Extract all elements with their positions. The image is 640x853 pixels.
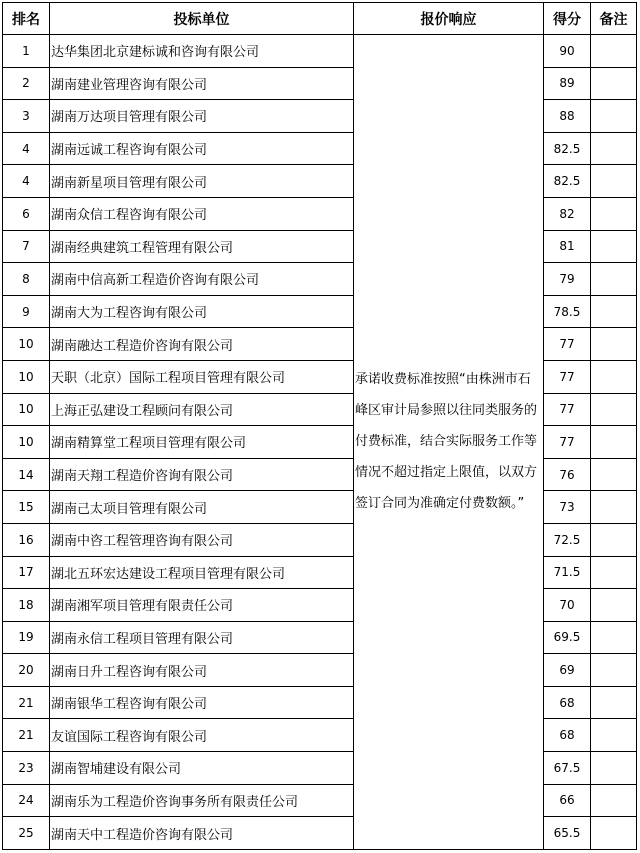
score-cell: 67.5	[544, 752, 591, 785]
bid-results-table	[2, 2, 637, 850]
remark-cell	[591, 654, 637, 687]
header-row	[3, 3, 637, 35]
remark-cell	[591, 621, 637, 654]
remark-cell	[591, 197, 637, 230]
rank-cell: 19	[3, 621, 50, 654]
company-cell: 湖南建业管理咨询有限公司	[50, 67, 354, 100]
score-cell: 88	[544, 100, 591, 133]
header-company: 投标单位	[50, 3, 354, 35]
score-cell: 78.5	[544, 295, 591, 328]
rank-cell: 6	[3, 197, 50, 230]
remark-cell	[591, 491, 637, 524]
score-cell: 69	[544, 654, 591, 687]
remark-cell	[591, 458, 637, 491]
header-response: 报价响应	[354, 3, 544, 35]
score-cell: 77	[544, 328, 591, 361]
remark-cell	[591, 817, 637, 850]
table-row	[3, 35, 637, 68]
score-cell: 76	[544, 458, 591, 491]
company-cell: 友谊国际工程咨询有限公司	[50, 719, 354, 752]
remark-cell	[591, 230, 637, 263]
score-cell: 70	[544, 589, 591, 622]
remark-cell	[591, 263, 637, 296]
company-cell: 湖南远诚工程咨询有限公司	[50, 132, 354, 165]
remark-cell	[591, 165, 637, 198]
rank-cell: 20	[3, 654, 50, 687]
rank-cell: 3	[3, 100, 50, 133]
company-cell: 湖南融达工程造价咨询有限公司	[50, 328, 354, 361]
company-cell: 湖南己太项目管理有限公司	[50, 491, 354, 524]
score-cell: 81	[544, 230, 591, 263]
rank-cell: 18	[3, 589, 50, 622]
score-cell: 79	[544, 263, 591, 296]
score-cell: 71.5	[544, 556, 591, 589]
remark-cell	[591, 752, 637, 785]
score-cell: 72.5	[544, 523, 591, 556]
company-cell: 湖南精算堂工程项目管理有限公司	[50, 426, 354, 459]
rank-cell: 16	[3, 523, 50, 556]
rank-cell: 4	[3, 132, 50, 165]
response-cell: 承诺收费标准按照“由株洲市石峰区审计局参照以往同类服务的付费标准，结合实际服务工作等情况不超过指定上限值，以双方签订合同为准确定付费数额。”	[354, 35, 544, 850]
score-cell: 77	[544, 360, 591, 393]
remark-cell	[591, 523, 637, 556]
rank-cell: 2	[3, 67, 50, 100]
score-cell: 77	[544, 426, 591, 459]
table-body	[3, 35, 637, 850]
rank-cell: 4	[3, 165, 50, 198]
remark-cell	[591, 686, 637, 719]
remark-cell	[591, 589, 637, 622]
company-cell: 湖南众信工程咨询有限公司	[50, 197, 354, 230]
rank-cell: 23	[3, 752, 50, 785]
score-cell: 66	[544, 784, 591, 817]
company-cell: 达华集团北京建标诚和咨询有限公司	[50, 35, 354, 68]
remark-cell	[591, 784, 637, 817]
score-cell: 73	[544, 491, 591, 524]
remark-cell	[591, 295, 637, 328]
score-cell: 82.5	[544, 165, 591, 198]
company-cell: 湖南天翔工程造价咨询有限公司	[50, 458, 354, 491]
company-cell: 湖南日升工程咨询有限公司	[50, 654, 354, 687]
rank-cell: 15	[3, 491, 50, 524]
remark-cell	[591, 67, 637, 100]
score-cell: 68	[544, 719, 591, 752]
remark-cell	[591, 100, 637, 133]
rank-cell: 9	[3, 295, 50, 328]
company-cell: 湖南乐为工程造价咨询事务所有限责任公司	[50, 784, 354, 817]
company-cell: 湖南经典建筑工程管理有限公司	[50, 230, 354, 263]
score-cell: 82	[544, 197, 591, 230]
rank-cell: 17	[3, 556, 50, 589]
rank-cell: 24	[3, 784, 50, 817]
remark-cell	[591, 132, 637, 165]
header-remark: 备注	[591, 3, 637, 35]
remark-cell	[591, 360, 637, 393]
company-cell: 湖南永信工程项目管理有限公司	[50, 621, 354, 654]
company-cell: 湖南银华工程咨询有限公司	[50, 686, 354, 719]
score-cell: 65.5	[544, 817, 591, 850]
company-cell: 湖南中咨工程管理咨询有限公司	[50, 523, 354, 556]
remark-cell	[591, 35, 637, 68]
rank-cell: 10	[3, 360, 50, 393]
remark-cell	[591, 393, 637, 426]
remark-cell	[591, 426, 637, 459]
remark-cell	[591, 556, 637, 589]
company-cell: 湖南天中工程造价咨询有限公司	[50, 817, 354, 850]
rank-cell: 25	[3, 817, 50, 850]
rank-cell: 21	[3, 719, 50, 752]
results-table-container	[2, 2, 637, 850]
rank-cell: 7	[3, 230, 50, 263]
rank-cell: 10	[3, 426, 50, 459]
score-cell: 82.5	[544, 132, 591, 165]
company-cell: 上海正弘建设工程顾问有限公司	[50, 393, 354, 426]
rank-cell: 14	[3, 458, 50, 491]
company-cell: 湖南新星项目管理有限公司	[50, 165, 354, 198]
rank-cell: 10	[3, 393, 50, 426]
score-cell: 89	[544, 67, 591, 100]
score-cell: 68	[544, 686, 591, 719]
score-cell: 90	[544, 35, 591, 68]
rank-cell: 8	[3, 263, 50, 296]
company-cell: 湖南中信高新工程造价咨询有限公司	[50, 263, 354, 296]
company-cell: 湖南万达项目管理有限公司	[50, 100, 354, 133]
header-rank: 排名	[3, 3, 50, 35]
rank-cell: 1	[3, 35, 50, 68]
company-cell: 湖北五环宏达建设工程项目管理有限公司	[50, 556, 354, 589]
company-cell: 湖南智埔建设有限公司	[50, 752, 354, 785]
score-cell: 77	[544, 393, 591, 426]
rank-cell: 21	[3, 686, 50, 719]
company-cell: 天职（北京）国际工程项目管理有限公司	[50, 360, 354, 393]
score-cell: 69.5	[544, 621, 591, 654]
remark-cell	[591, 328, 637, 361]
header-score: 得分	[544, 3, 591, 35]
rank-cell: 10	[3, 328, 50, 361]
remark-cell	[591, 719, 637, 752]
company-cell: 湖南大为工程咨询有限公司	[50, 295, 354, 328]
company-cell: 湖南湘军项目管理有限责任公司	[50, 589, 354, 622]
